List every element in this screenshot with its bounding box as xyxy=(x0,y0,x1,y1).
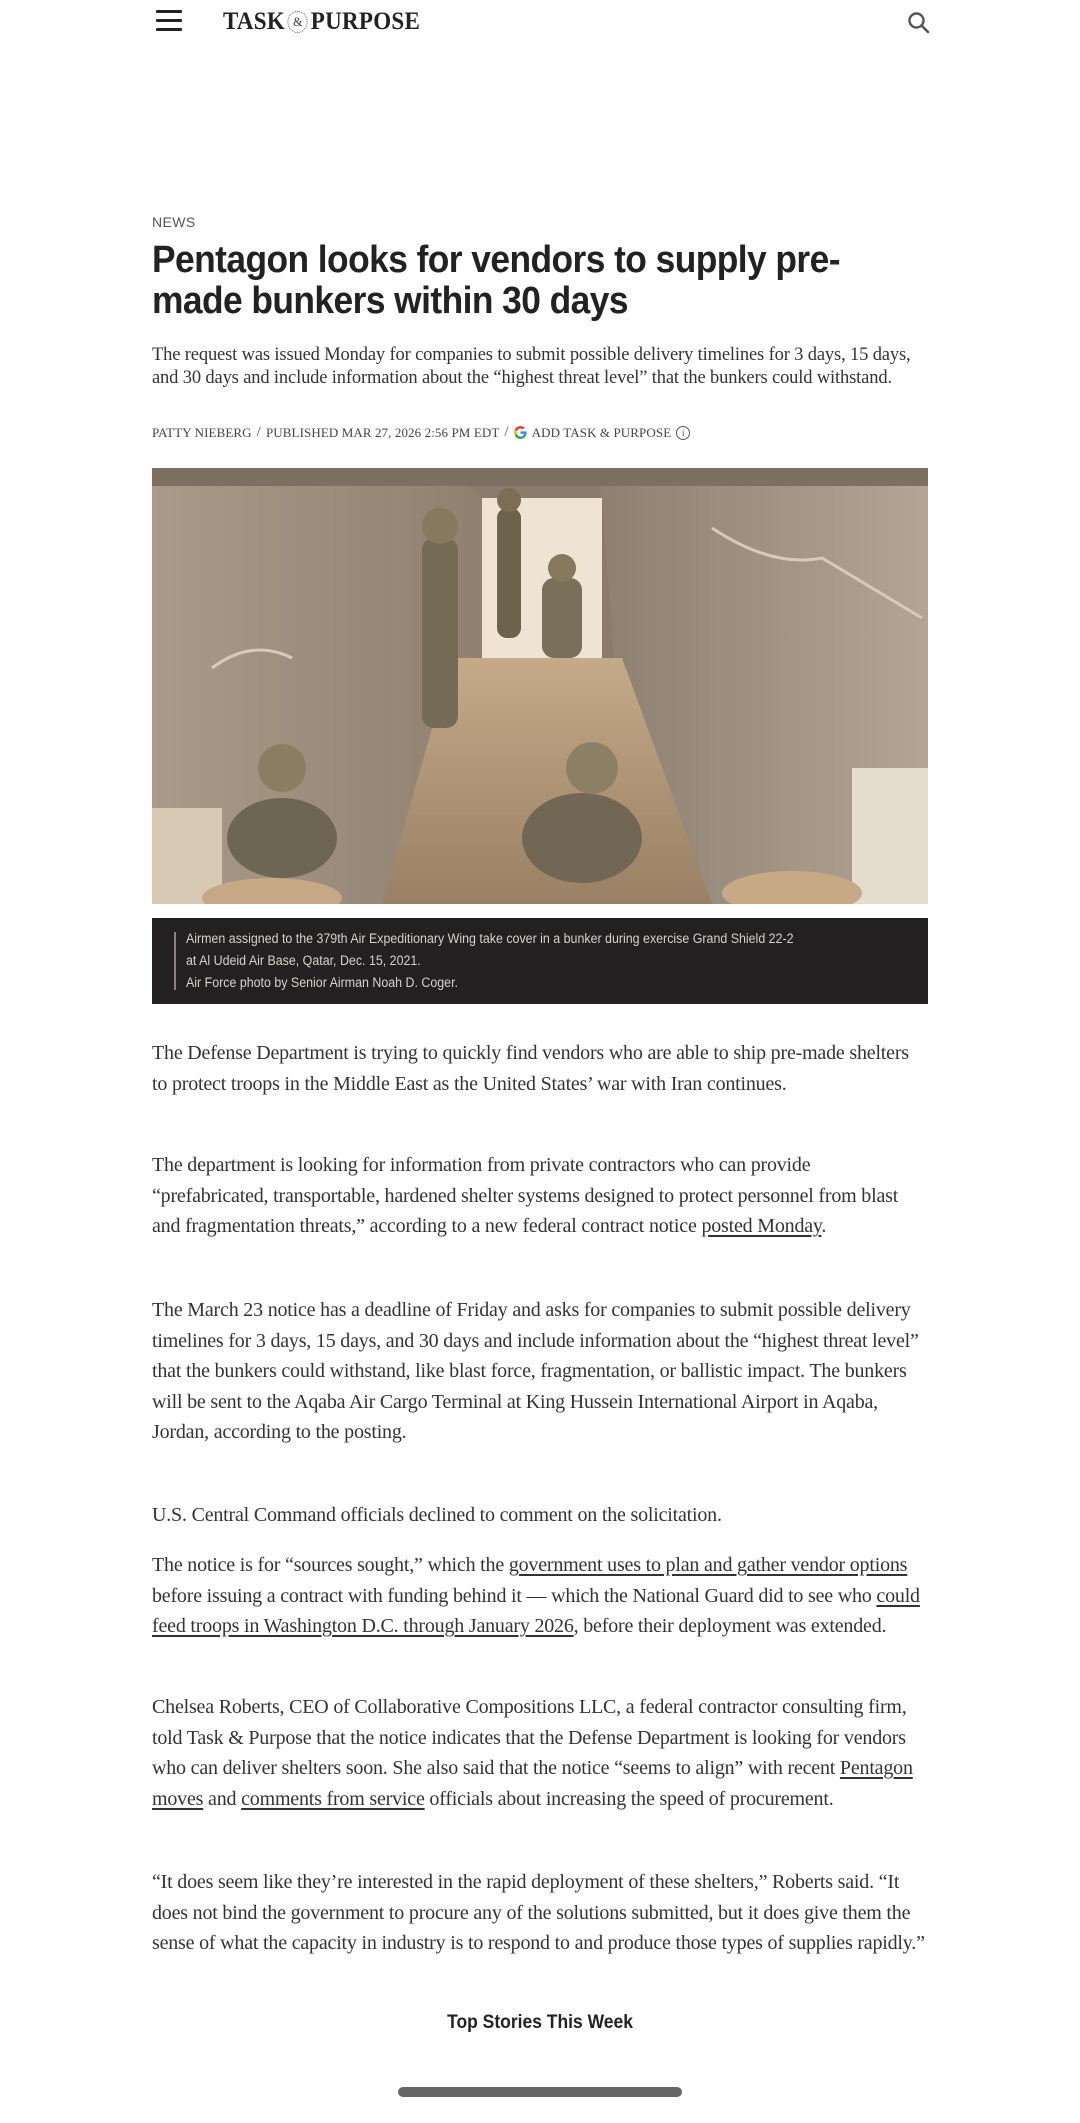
site-header xyxy=(0,0,1080,46)
image-caption xyxy=(152,918,928,1004)
menu-line xyxy=(156,10,182,13)
bunker-photo-illustration xyxy=(152,468,928,904)
logo-purpose: PURPOSE xyxy=(310,8,421,35)
info-icon[interactable]: i xyxy=(676,426,690,440)
add-source-label: ADD TASK & PURPOSE xyxy=(531,424,672,440)
body-paragraph-4: U.S. Central Command officials declined to comment on the solicitation. xyxy=(152,1504,722,1526)
search-icon xyxy=(906,10,932,36)
body-paragraph-2 xyxy=(152,1150,928,1242)
add-preferred-source-link[interactable] xyxy=(514,425,691,441)
search-button[interactable] xyxy=(906,10,932,36)
caption-text xyxy=(186,928,913,994)
home-indicator-bar[interactable] xyxy=(398,2087,682,2097)
menu-line xyxy=(156,19,182,22)
article-dek: The request was issued Monday for companies to submit possible delivery timelines for 3 days, 15 days, and 30 days and include information about the “highest threat level” that the bunkers could withstand. xyxy=(152,345,911,388)
article-headline: Pentagon looks for vendors to supply pre-made bunkers within 30 days xyxy=(152,239,840,322)
paragraph-text: and xyxy=(203,1787,242,1810)
body-paragraph-1: The Defense Department is trying to quickly find vendors who are able to ship pre-made shelters to protect troops in the Middle East as the United States’ war with Iran continues. xyxy=(152,1042,909,1095)
service-comments-link[interactable]: comments from service xyxy=(241,1787,425,1810)
byline-separator: / xyxy=(256,424,261,440)
paragraph-text: . xyxy=(821,1215,827,1237)
posted-monday-link[interactable]: posted Monday xyxy=(701,1215,822,1237)
paragraph-text: Chelsea Roberts, CEO of Collaborative Compositions LLC, a federal contractor consulting firm, told Task & Purpose that the notice indicates that the Defense Department is looking for vendors who can deliver shelters soon. She also said that the notice “seems to align” with recent xyxy=(152,1696,907,1779)
logo-task: TASK xyxy=(223,8,286,35)
paragraph-text: The notice is for “sources sought,” which the xyxy=(152,1554,509,1576)
caption-credit: Air Force photo by Senior Airman Noah D. Coger. xyxy=(186,975,459,990)
pentagon-moves-link[interactable]: Pentagon moves xyxy=(152,1757,913,1810)
ad-placeholder xyxy=(0,46,1080,206)
body-paragraph-6 xyxy=(152,1692,928,1814)
google-icon xyxy=(514,426,527,439)
caption-line-1: Airmen assigned to the 379th Air Expeditionary Wing take cover in a bunker during exercise Grand Shield 22-2 xyxy=(186,931,794,946)
sources-sought-link[interactable]: government uses to plan and gather vendor options xyxy=(508,1554,908,1576)
site-logo[interactable] xyxy=(223,7,420,37)
body-paragraph-3: The March 23 notice has a deadline of Friday and asks for companies to submit possible delivery timelines for 3 days, 15 days, and 30 days and include information about the “highest threat level” that the bunkers could withstand, like blast force, fragmentation, or ballistic impact. The bunkers will be sent to the Aqaba Air Cargo Terminal at King Hussein International Airport in Aqaba, Jordan, according to the posting. xyxy=(152,1299,919,1443)
author-link[interactable]: PATTY NIEBERG xyxy=(152,424,252,440)
national-guard-feeding-link[interactable]: could feed troops in Washington D.C. through January 2026 xyxy=(152,1584,920,1637)
menu-line xyxy=(156,28,182,31)
publish-date: PUBLISHED MAR 27, 2026 2:56 PM EDT xyxy=(265,424,500,440)
paragraph-text: The department is looking for information from private contractors who can provide “prefabricated, transportable, hardened shelter systems designed to protect personnel from blast and fragmentation threats,” according to a new federal contract notice xyxy=(152,1154,899,1237)
caption-line-2: at Al Udeid Air Base, Qatar, Dec. 15, 2021. xyxy=(186,953,421,968)
caption-accent-bar xyxy=(174,932,176,990)
logo-ampersand-icon: & xyxy=(288,11,308,33)
paragraph-text: before issuing a contract with funding behind it — which the National Guard did to see who xyxy=(152,1584,877,1607)
article-byline xyxy=(152,424,928,441)
article-hero-image[interactable] xyxy=(152,468,928,904)
byline-separator: / xyxy=(504,424,509,440)
section-kicker[interactable]: NEWS xyxy=(152,214,196,230)
paragraph-text: , before their deployment was extended. xyxy=(573,1615,887,1637)
paragraph-text: officials about increasing the speed of procurement. xyxy=(424,1787,834,1810)
hamburger-menu-button[interactable] xyxy=(156,10,184,34)
top-stories-heading: Top Stories This Week xyxy=(447,2012,633,2033)
body-paragraph-5 xyxy=(152,1550,928,1642)
body-paragraph-7: “It does seem like they’re interested in the rapid deployment of these shelters,” Roberts said. “It does not bind the government to procure any of the solutions submitted, but it does give them the sense of what the capacity in industry is to respond to and produce those types of supplies rapidly.” xyxy=(152,1871,925,1954)
